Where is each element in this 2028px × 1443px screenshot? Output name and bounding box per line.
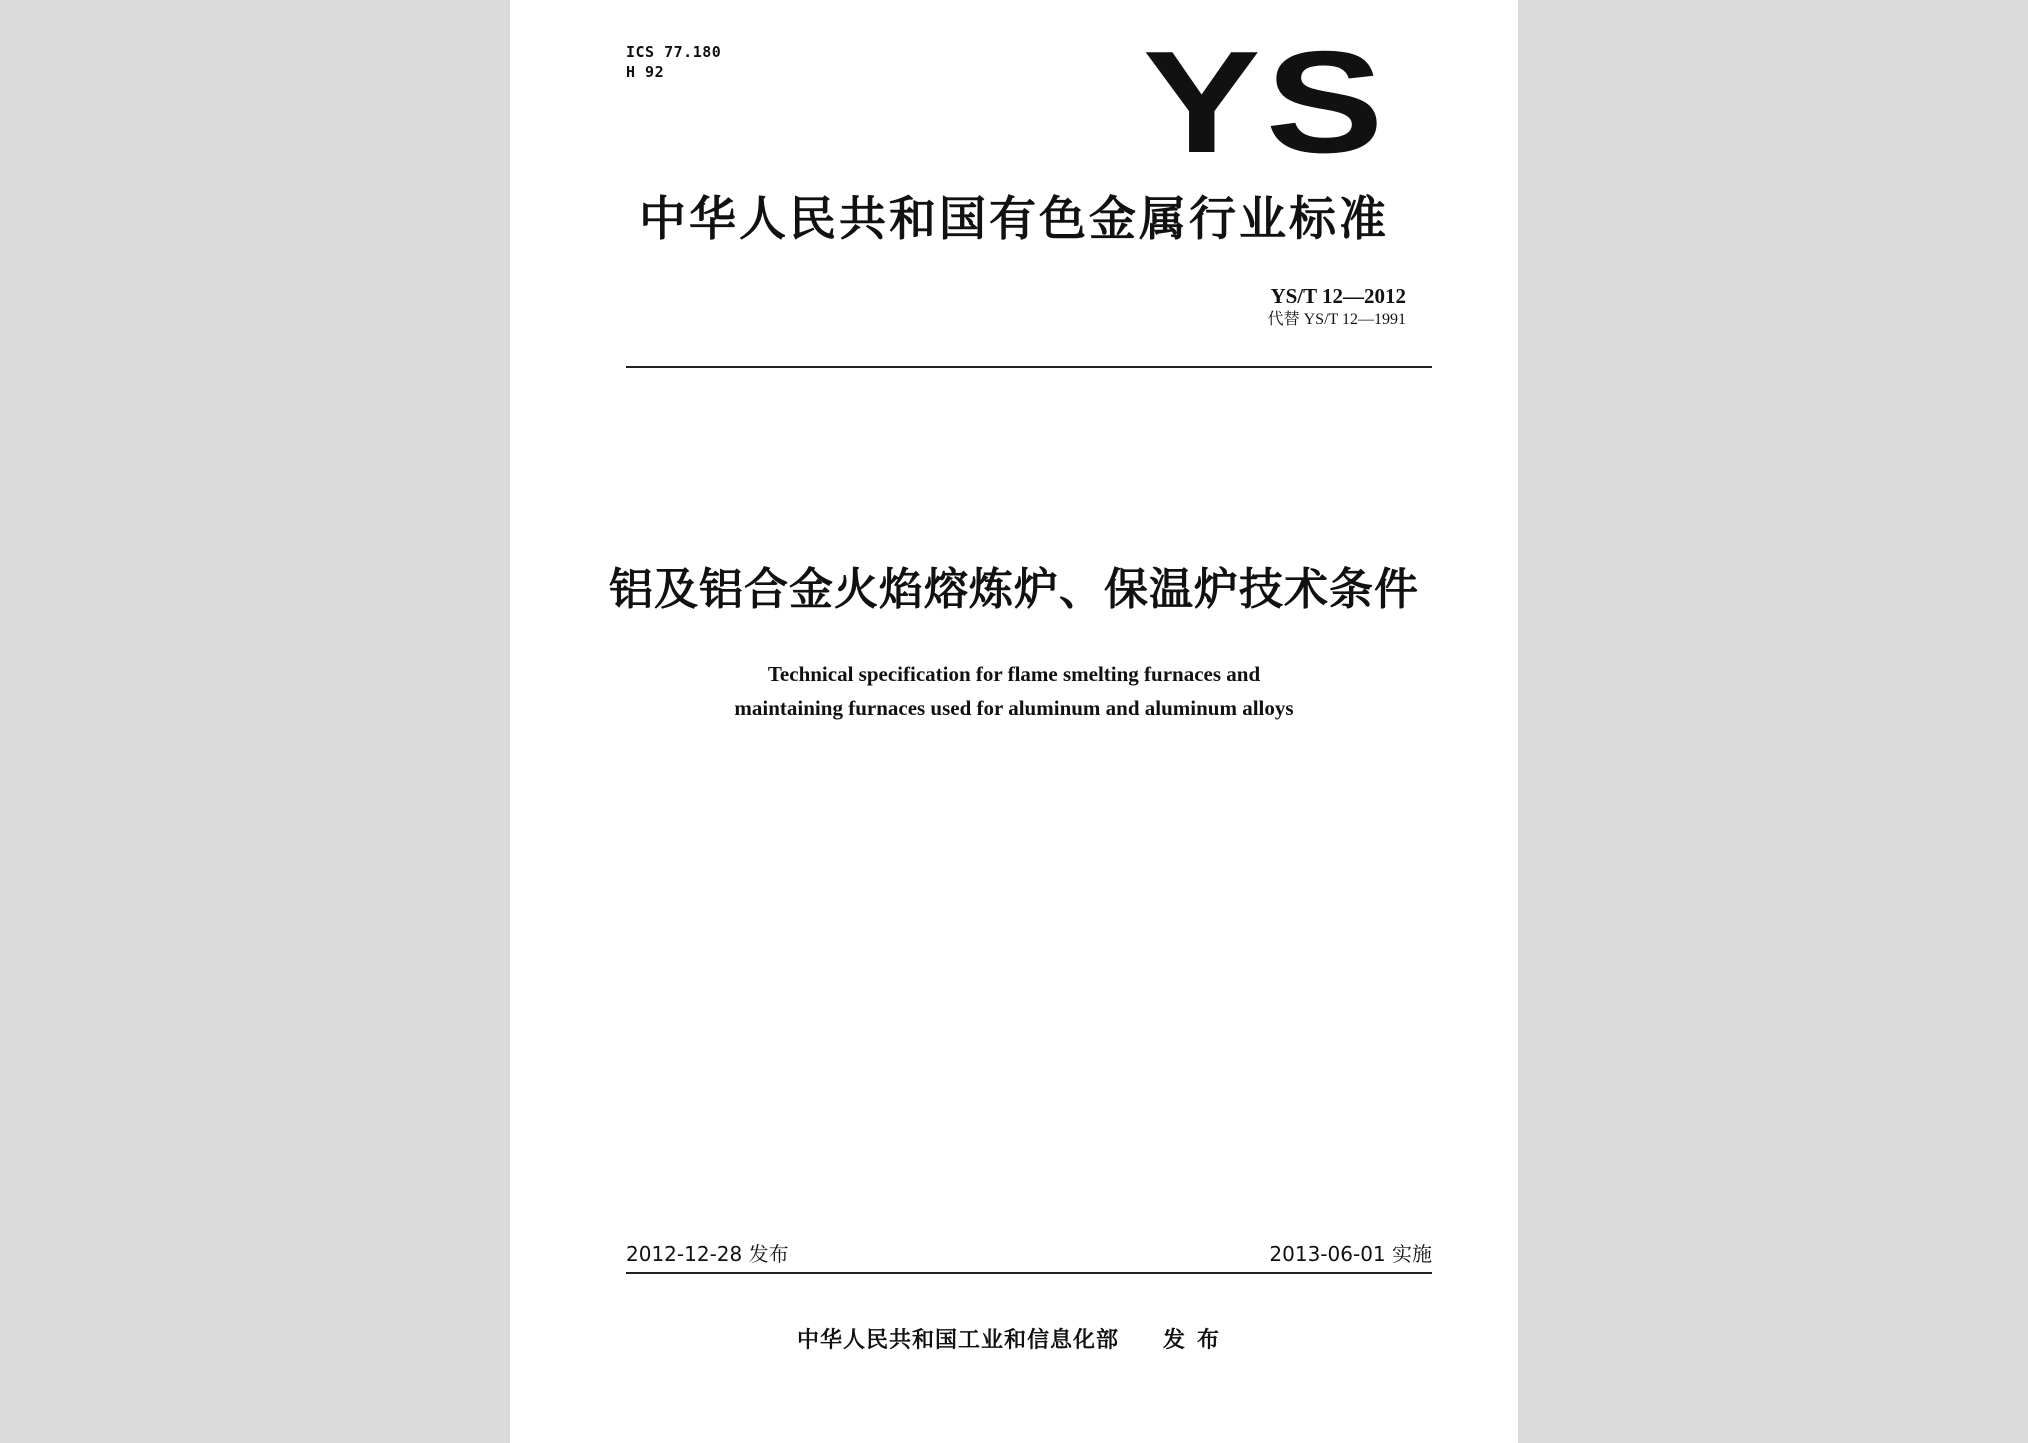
ys-logo: YS xyxy=(1142,21,1388,183)
publish-label: 发布 xyxy=(1163,1328,1232,1353)
replaces-standard: 代替 YS/T 12—1991 xyxy=(1267,311,1406,328)
document-title-zh: 铝及铝合金火焰熔炼炉、保温炉技术条件 xyxy=(609,564,1419,615)
standard-number-text: YS/T 12—2012 xyxy=(1270,284,1406,308)
document-title-en-line1: Technical specification for flame smelting furnaces and xyxy=(767,662,1261,686)
publisher-name: 中华人民共和国工业和信息化部 xyxy=(796,1328,1119,1353)
ics-code: ICS 77.180 xyxy=(626,43,722,61)
issue-date: 2012-12-28 发布 xyxy=(626,1242,789,1266)
ccs-code: H 92 xyxy=(626,63,665,81)
footer-divider xyxy=(626,1272,1432,1274)
standard-number xyxy=(1270,284,1406,308)
publisher-line xyxy=(510,1326,1518,1356)
classification-codes xyxy=(626,42,721,82)
document-page xyxy=(510,0,1518,1443)
implementation-date: 2013-06-01 实施 xyxy=(1269,1242,1432,1266)
header-divider xyxy=(626,366,1432,368)
document-title-en xyxy=(510,657,1518,725)
document-title-en-line2: maintaining furnaces used for aluminum and aluminum alloys xyxy=(734,696,1294,720)
standard-category-title: 中华人民共和国有色金属行业标准 xyxy=(639,192,1389,247)
